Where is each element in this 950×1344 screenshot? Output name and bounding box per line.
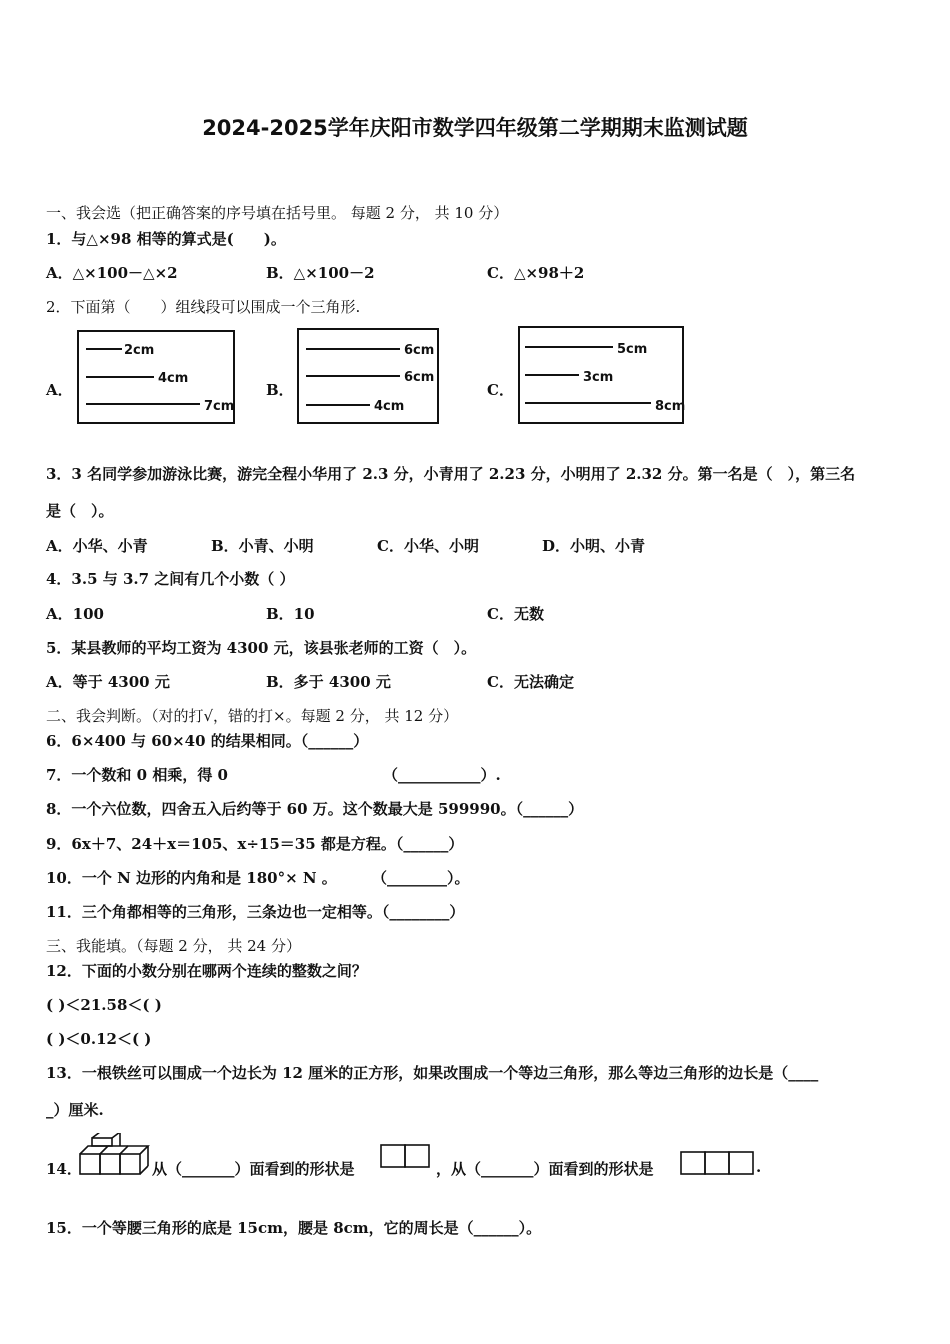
segment-a3-label: 7cm: [204, 399, 235, 414]
q3-stem-line2: 是（ ）。: [46, 502, 114, 520]
q2-figure-c: [517, 326, 685, 424]
q14-part1: 从（_______）面看到的形状是: [152, 1160, 355, 1178]
q3-option-d: D．小明、小青: [542, 537, 646, 555]
q12-stem: 12．下面的小数分别在哪两个连续的整数之间？: [46, 962, 367, 980]
q2-stem: 2．下面第（ ）组线段可以围成一个三角形.: [46, 298, 361, 316]
q1-option-b: B．△×100－2: [266, 264, 375, 282]
q13-line2: _）厘米.: [46, 1101, 104, 1119]
q2-figure-c-label: C．: [487, 381, 514, 399]
q5-option-c: C．无法确定: [487, 673, 574, 691]
segment-a2-label: 4cm: [158, 371, 189, 386]
q3-option-a: A．小华、小青: [46, 537, 148, 555]
q12-line1: ( )＜21.58＜( ): [46, 996, 162, 1014]
q13-line1: 13．一根铁丝可以围成一个边长为 12 厘米的正方形，如果改围成一个等边三角形，那么等边三角形的边长是（____: [46, 1064, 819, 1082]
q4-stem: 4．3.5 与 3.7 之间有几个小数（ ）: [46, 570, 295, 588]
q2-figure-a: [76, 330, 236, 424]
q5-option-b: B．多于 4300 元: [266, 673, 391, 691]
q5-stem: 5．某县教师的平均工资为 4300 元，该县张老师的工资（ ）。: [46, 639, 477, 657]
q4-option-c: C．无数: [487, 605, 544, 623]
section2-header: 二、我会判断。（对的打√，错的打×。每题 2 分， 共 12 分）: [46, 707, 459, 725]
segment-b1-label: 6cm: [404, 343, 435, 358]
q2-figure-a-label: A．: [46, 381, 73, 399]
q10-right: （________）。: [372, 869, 470, 887]
q6: 6．6×400 与 60×40 的结果相同。（______）: [46, 732, 369, 750]
q4-option-b: B．10: [266, 605, 315, 623]
q3-option-b: B．小青、小明: [211, 537, 314, 555]
view-three-squares-figure: [680, 1151, 754, 1181]
q3-stem-line1: 3．3 名同学参加游泳比赛，游完全程小华用了 2.3 分，小青用了 2.23 分，小明用了 2.32 分。第一名是（ ），第三名: [46, 465, 856, 483]
segment-b2-label: 6cm: [404, 370, 435, 385]
cube-stack-figure: [78, 1133, 150, 1181]
segment-c3-label: 8cm: [655, 399, 685, 414]
q11: 11．三个角都相等的三角形，三条边也一定相等。（________）: [46, 903, 465, 921]
q1-option-c: C．△×98＋2: [487, 264, 585, 282]
page-title: 2024-2025学年庆阳市数学四年级第二学期期末监测试题: [202, 116, 748, 140]
q3-option-c: C．小华、小明: [377, 537, 479, 555]
q2-figure-b: [296, 328, 440, 424]
q14-end: .: [756, 1158, 762, 1176]
q12-line2: ( )＜0.12＜( ): [46, 1030, 152, 1048]
segment-c1-label: 5cm: [617, 342, 648, 357]
segment-b3-label: 4cm: [374, 399, 405, 414]
segment-a1-label: 2cm: [124, 343, 155, 358]
q7-left: 7．一个数和 0 相乘，得 0: [46, 766, 228, 784]
section3-header: 三、我能填。（每题 2 分， 共 24 分）: [46, 937, 301, 955]
q14-part2: ，从（_______）面看到的形状是: [436, 1160, 654, 1178]
section1-header: 一、我会选（把正确答案的序号填在括号里。 每题 2 分， 共 10 分）: [46, 204, 509, 222]
q5-option-a: A．等于 4300 元: [46, 673, 170, 691]
q14-number: 14．: [46, 1160, 82, 1178]
q15: 15．一个等腰三角形的底是 15cm，腰是 8cm，它的周长是（______）。: [46, 1219, 542, 1237]
q1-stem: 1．与△×98 相等的算式是( )。: [46, 230, 286, 248]
q2-figure-b-label: B．: [266, 381, 294, 399]
q8: 8．一个六位数，四舍五入后约等于 60 万。这个数最大是 599990。（______）: [46, 800, 584, 818]
q10-left: 10．一个 N 边形的内角和是 180°× N 。: [46, 869, 337, 887]
segment-c2-label: 3cm: [583, 370, 614, 385]
q1-option-a: A．△×100－△×2: [46, 264, 178, 282]
q9: 9．6x＋7、24＋x＝105、x÷15＝35 都是方程。（______）: [46, 835, 464, 853]
view-two-squares-figure: [380, 1144, 432, 1174]
q4-option-a: A．100: [46, 605, 104, 623]
q7-right: （___________）.: [383, 766, 501, 784]
